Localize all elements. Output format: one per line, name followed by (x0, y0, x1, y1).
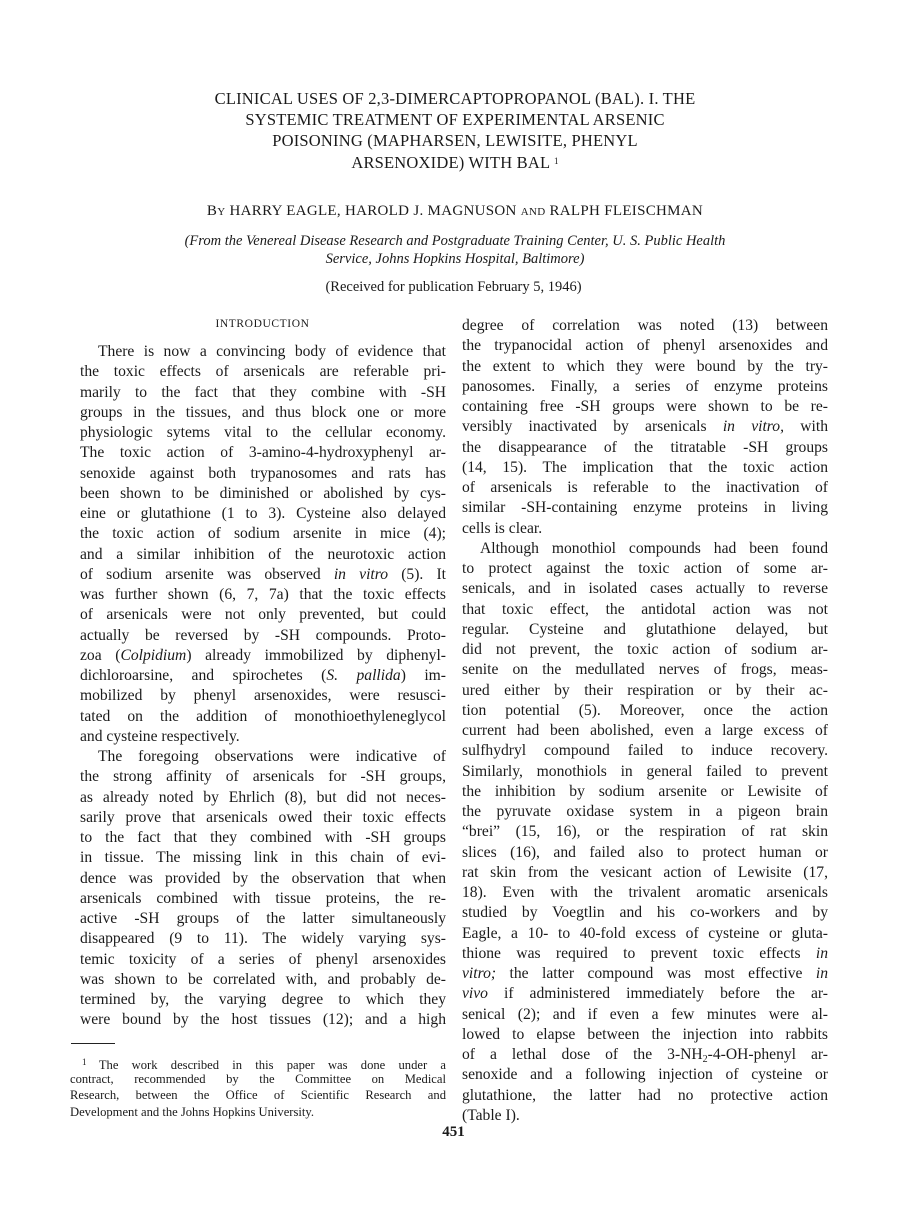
title-line (100, 151, 810, 173)
text-line (462, 498, 828, 518)
footnote-line (70, 1071, 446, 1088)
text-run: to protect against the toxic action of some ar- (462, 560, 828, 577)
text-line (462, 336, 828, 356)
text-line (462, 377, 828, 397)
text-run: ured either by their respiration or by their ac- (462, 681, 828, 699)
text-run: the disappearance of the titratable -SH groups (462, 438, 828, 456)
text-line (80, 545, 446, 565)
text-run: thione was required to prevent toxic effects (462, 944, 816, 962)
text-line (80, 950, 446, 970)
text-run: tion potential (5). Moreover, once the action (462, 701, 828, 719)
footnote-text: Development and the Johns Hopkins University. (70, 1104, 315, 1119)
text-run: There is now a convincing body of evidence that (98, 343, 446, 360)
text-line (462, 741, 828, 761)
text-line (80, 484, 446, 504)
text-line (462, 984, 828, 1004)
footnote-line (70, 1104, 446, 1121)
text-line (462, 883, 828, 903)
left-column (80, 342, 446, 1031)
italic-text: in (815, 965, 828, 982)
text-line (462, 1025, 828, 1045)
text-run: senicals, and in isolated cases actually to reverse (462, 580, 828, 598)
text-run: if administered immediately before the ar- (487, 985, 828, 1003)
text-run: and a similar inhibition of the neurotoxic action (80, 545, 446, 563)
text-run: temic toxicity of a series of phenyl arsenoxides (80, 950, 446, 968)
text-run: of a lethal dose of the 3-NH (462, 1046, 703, 1063)
text-line (80, 767, 446, 787)
text-run: cells is clear. (462, 519, 543, 537)
text-line (462, 1045, 828, 1065)
text-line (462, 964, 828, 984)
text-line (462, 924, 828, 944)
and-label: and (520, 203, 546, 219)
text-run: sarily prove that arsenicals owed their toxic effects (80, 808, 446, 826)
text-line (80, 383, 446, 403)
text-line (80, 504, 446, 524)
text-run: studied by Voegtlin and his co-workers and by (462, 904, 828, 922)
text-run: 18). Even with the trivalent aromatic arsenicals (462, 884, 828, 901)
text-run: the trypanocidal action of phenyl arsenoxides and (462, 337, 828, 355)
footnote-line (70, 1087, 446, 1104)
title-line-text: ARSENOXIDE) WITH BAL (351, 153, 550, 172)
text-line (462, 782, 828, 802)
text-run: were bound by the host tissues (12); and a high (80, 1011, 446, 1029)
text-run: the inhibition by sodium arsenite or Lewisite of (462, 782, 828, 800)
text-run: of arsenicals is referable to the inactivation of (462, 479, 828, 496)
text-line (462, 640, 828, 660)
italic-text: S. pallida (326, 667, 401, 684)
italic-text: Colpidium (120, 646, 187, 664)
text-run: with (784, 418, 828, 436)
text-run: groups in the tissues, and thus block one or more (80, 403, 446, 421)
text-line (80, 403, 446, 423)
text-run: ) im- (400, 667, 446, 684)
title-line: SYSTEMIC TREATMENT OF EXPERIMENTAL ARSENIC (245, 110, 665, 129)
text-run: rat skin from the vesicant action of Lewisite (17, (462, 863, 828, 881)
footnote-text: Research, between the Office of Scientific Research and (70, 1088, 446, 1102)
text-line (462, 1065, 828, 1085)
text-line (80, 707, 446, 727)
footnote-rule (71, 1043, 115, 1044)
text-run: the toxic effects of arsenicals are referable pri- (80, 363, 446, 381)
text-run: senite on the medullated nerves of frogs, meas- (462, 661, 828, 679)
text-line (462, 397, 828, 417)
text-line (80, 990, 446, 1010)
text-run: and cysteine respectively. (80, 727, 240, 745)
text-line (80, 788, 446, 808)
text-line (462, 1086, 828, 1106)
title-footnote-mark: 1 (553, 156, 559, 166)
text-line (80, 464, 446, 484)
text-line (462, 519, 828, 539)
text-run: lowed to elapse between the injection into rabbits (462, 1025, 828, 1043)
text-run: The toxic action of 3-amino-4-hydroxyphenyl ar- (80, 444, 446, 462)
text-run: glutathione, the latter had no protective action (462, 1086, 828, 1104)
text-run: the strong affinity of arsenicals for -SH groups, (80, 768, 446, 786)
text-line (462, 357, 828, 377)
text-line (462, 458, 828, 478)
text-line (462, 539, 828, 559)
text-run: degree of correlation was noted (13) between (462, 317, 828, 334)
text-line (462, 660, 828, 680)
text-line (462, 681, 828, 701)
text-line (462, 843, 828, 863)
italic-text: in (815, 944, 828, 962)
author-line (60, 203, 850, 220)
text-line (80, 423, 446, 443)
text-line (80, 646, 446, 666)
text-line (462, 417, 828, 437)
text-line (80, 808, 446, 828)
text-run: the pyruvate oxidase system in a pigeon brain (462, 803, 828, 820)
text-run: (5). It (388, 565, 446, 583)
text-line (462, 620, 828, 640)
text-run: marily to the fact that they combine with -SH (80, 383, 446, 401)
text-line (462, 1106, 828, 1126)
italic-text: vivo (462, 985, 488, 1003)
text-run: as already noted by Ehrlich (8), but did not neces- (80, 788, 446, 806)
text-line (462, 822, 828, 842)
text-run: in tissue. The missing link in this chain of evi- (80, 849, 446, 867)
authors: RALPH FLEISCHMAN (549, 203, 704, 219)
text-run: Although monothiol compounds had been found (480, 539, 828, 557)
text-run: tated on the addition of monothioethyleneglycol (80, 707, 446, 725)
text-line (80, 686, 446, 706)
title-line: POISONING (MAPHARSEN, LEWISITE, PHENYL (272, 131, 638, 150)
text-line (462, 438, 828, 458)
title-line: CLINICAL USES OF 2,3-DIMERCAPTOPROPANOL (BAL). I. THE (214, 89, 696, 108)
text-line (462, 600, 828, 620)
text-line (462, 316, 828, 336)
text-line (80, 443, 446, 463)
text-line (462, 701, 828, 721)
text-line (462, 579, 828, 599)
text-run: The foregoing observations were indicative of (98, 748, 446, 765)
by-label: By (206, 203, 226, 219)
text-run: Eagle, a 10- to 40-fold excess of cysteine or gluta- (462, 924, 828, 942)
affiliation-line: Service, Johns Hopkins Hospital, Baltimore) (325, 251, 585, 267)
text-run: senoxide against both trypanosomes and rats has (80, 464, 446, 482)
text-run: active -SH groups of the latter simultaneously (80, 910, 446, 927)
authors: HARRY EAGLE, HAROLD J. MAGNUSON (229, 203, 517, 219)
text-line (80, 362, 446, 382)
text-line (80, 727, 446, 747)
text-line (462, 1005, 828, 1025)
text-run: ) already immobilized by diphenyl- (186, 646, 446, 664)
text-run: slices (16), and failed also to protect human or (462, 843, 828, 861)
text-run: senical (2); and if even a few minutes were al- (462, 1005, 828, 1023)
text-run: versibly inactivated by arsenicals (462, 418, 723, 436)
text-run: the toxic action of sodium arsenite in mice (4); (80, 525, 446, 543)
text-line (80, 970, 446, 990)
text-run: eine or glutathione (1 to 3). Cysteine also delayed (80, 505, 446, 522)
text-run: was further shown (6, 7, 7a) that the toxic effects (80, 586, 446, 603)
affiliation (80, 232, 830, 268)
text-run: that toxic effect, the antidotal action was not (462, 600, 828, 618)
text-run: arsenicals combined with tissue proteins, the re- (80, 889, 446, 907)
text-line (80, 666, 446, 686)
text-line (80, 889, 446, 909)
italic-text: in vitro (333, 565, 389, 583)
text-line (80, 828, 446, 848)
text-run: senoxide and a following injection of cysteine or (462, 1066, 828, 1084)
text-line (462, 944, 828, 964)
subscript: 2 (702, 1054, 708, 1065)
text-run: dichloroarsine, and spirochetes ( (80, 667, 327, 684)
affiliation-line: (From the Venereal Disease Research and Postgraduate Training Center, U. S. Public Health (184, 233, 726, 249)
text-line (80, 585, 446, 605)
text-line (462, 863, 828, 883)
text-run: Similarly, monothiols in general failed to prevent (462, 762, 828, 780)
text-line (462, 762, 828, 782)
text-line (80, 747, 446, 767)
text-run: was shown to be correlated with, and probably de- (80, 970, 446, 988)
footnote-mark: 1 (82, 1057, 99, 1067)
text-run: to the fact that they combined with -SH groups (80, 829, 446, 846)
text-line (462, 903, 828, 923)
text-run: did not prevent, the toxic action of sodium ar- (462, 641, 828, 658)
footnote-line (70, 1054, 446, 1071)
italic-text: vitro; (462, 965, 497, 982)
text-line (80, 848, 446, 868)
article-title (100, 88, 810, 173)
text-run: (14, 15). The implication that the toxic action (462, 458, 828, 476)
text-run: mobilized by phenyl arsenoxides, were resusci- (80, 687, 446, 705)
text-run: been shown to be diminished or abolished by cys- (80, 484, 446, 502)
text-line (80, 1010, 446, 1030)
text-line (80, 342, 446, 362)
text-run: -4-OH-phenyl ar- (707, 1046, 829, 1063)
received-date: (Received for publication February 5, 1946) (325, 279, 582, 295)
text-run: of sodium arsenite was observed (80, 565, 334, 583)
text-line (80, 909, 446, 929)
text-run: sulfhydryl compound failed to induce recovery. (462, 742, 828, 760)
text-run: current had been abolished, even a large excess of (462, 722, 828, 739)
text-line (80, 929, 446, 949)
text-line (462, 802, 828, 822)
text-line (462, 559, 828, 579)
text-run: regular. Cysteine and glutathione delayed, but (462, 620, 828, 638)
text-run: zoa ( (80, 646, 121, 664)
text-line (80, 605, 446, 625)
text-line (80, 524, 446, 544)
text-run: actually be reversed by -SH compounds. Proto- (80, 626, 446, 644)
text-run: the extent to which they were bound by the try- (462, 357, 828, 375)
text-run: containing free -SH groups were shown to be re- (462, 398, 828, 415)
footnote-text: The work described in this paper was done under a (98, 1058, 446, 1072)
text-run: “brei” (15, 16), or the respiration of rat skin (462, 823, 828, 841)
text-run: the latter compound was most effective (496, 965, 816, 982)
section-heading: INTRODUCTION (215, 318, 310, 330)
text-line (80, 565, 446, 585)
italic-text: in vitro, (722, 418, 784, 436)
footnote-text: contract, recommended by the Committee on Medical (70, 1071, 446, 1086)
text-line (80, 626, 446, 646)
text-run: physiologic sytems vital to the cellular economy. (80, 424, 446, 441)
text-run: similar -SH-containing enzyme proteins in living (462, 499, 828, 517)
text-line (80, 869, 446, 889)
text-line (462, 478, 828, 498)
footnote (70, 1054, 446, 1120)
right-column (462, 316, 828, 1126)
text-line (462, 721, 828, 741)
text-run: of arsenicals were not only prevented, but could (80, 606, 446, 624)
page-number: 451 (442, 1124, 465, 1140)
text-run: (Table I). (462, 1106, 520, 1124)
text-run: termined by, the varying degree to which they (80, 991, 446, 1008)
text-run: panosomes. Finally, a series of enzyme proteins (462, 377, 828, 395)
text-run: disappeared (9 to 11). The widely varying sys- (80, 930, 446, 948)
text-run: dence was provided by the observation that when (80, 869, 446, 887)
